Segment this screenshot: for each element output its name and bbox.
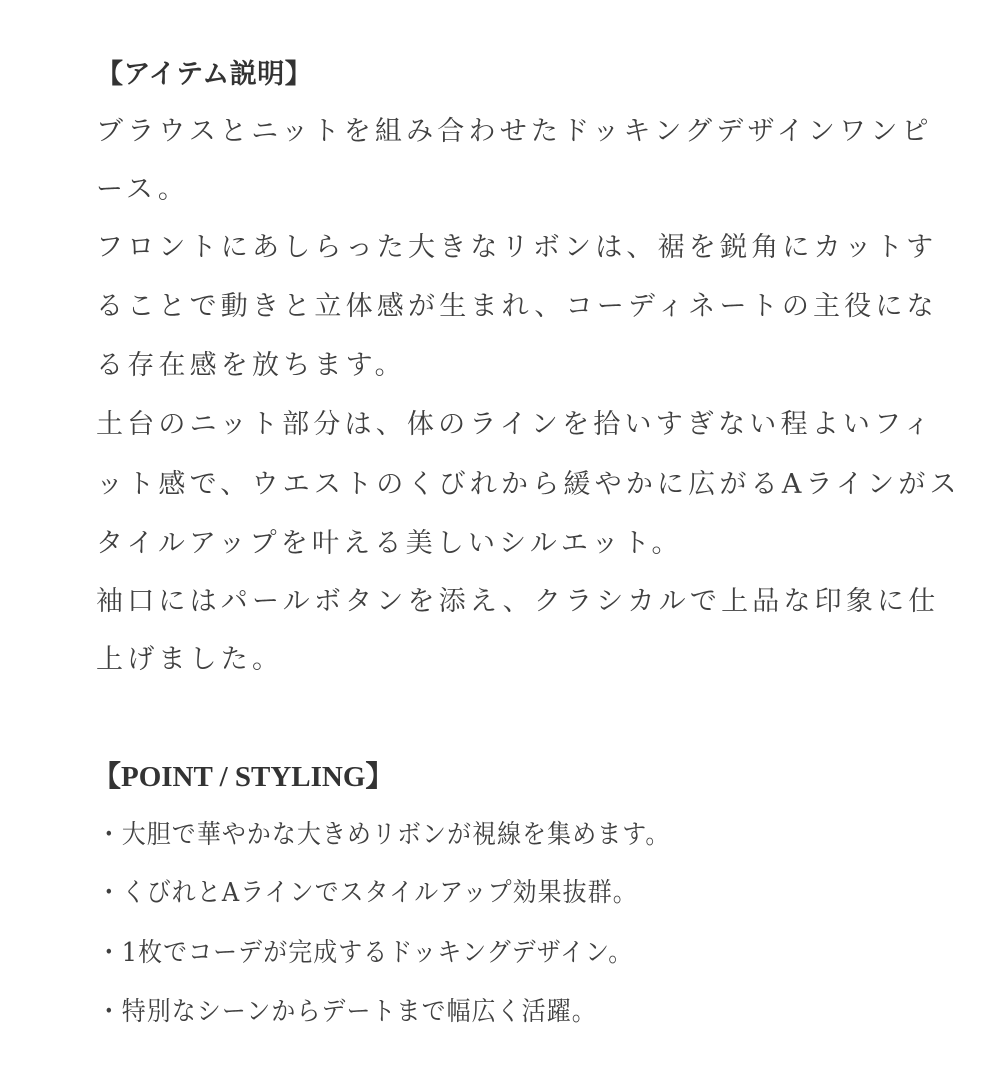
bullet-text: 大胆で華やかな大きめリボンが視線を集めます。 bbox=[121, 820, 671, 850]
description-line: ット感で、ウエストのくびれから緩やかに広がるAラインがス bbox=[96, 469, 961, 500]
description-line: 土台のニット部分は、体のラインを拾いすぎない程よいフィ bbox=[96, 409, 935, 440]
description-line: フロントにあしらった大きなリボンは、裾を鋭角にカットす bbox=[96, 232, 938, 263]
bullet-dot-icon: ・ bbox=[96, 820, 121, 850]
description-line: ブラウスとニットを組み合わせたドッキングデザインワンピ bbox=[96, 116, 933, 147]
description-line: る存在感を放ちます。 bbox=[96, 350, 406, 381]
description-line: ることで動きと立体感が生まれ、コーディネートの主役にな bbox=[96, 291, 938, 322]
bullet-dot-icon: ・ bbox=[96, 938, 121, 968]
bullet-text: 特別なシーンからデートまで幅広く活躍。 bbox=[121, 997, 597, 1027]
description-line: 袖口にはパールボタンを添え、クラシカルで上品な印象に仕 bbox=[96, 586, 940, 617]
bullet-item bbox=[96, 933, 633, 973]
item-description-heading: 【アイテム説明】 bbox=[96, 59, 313, 90]
bullet-item bbox=[96, 992, 597, 1032]
bullet-item bbox=[96, 873, 638, 913]
description-line: ース。 bbox=[96, 174, 190, 205]
bullet-text: 1枚でコーデが完成するドッキングデザイン。 bbox=[121, 938, 634, 968]
point-styling-heading: 【POINT / STYLING】 bbox=[92, 761, 395, 793]
bullet-dot-icon: ・ bbox=[96, 878, 121, 908]
description-line: タイルアップを叶える美しいシルエット。 bbox=[96, 528, 683, 559]
bullet-item bbox=[96, 815, 670, 855]
description-line: 上げました。 bbox=[96, 644, 284, 675]
bullet-text: くびれとAラインでスタイルアップ効果抜群。 bbox=[121, 878, 638, 908]
bullet-dot-icon: ・ bbox=[96, 997, 121, 1027]
